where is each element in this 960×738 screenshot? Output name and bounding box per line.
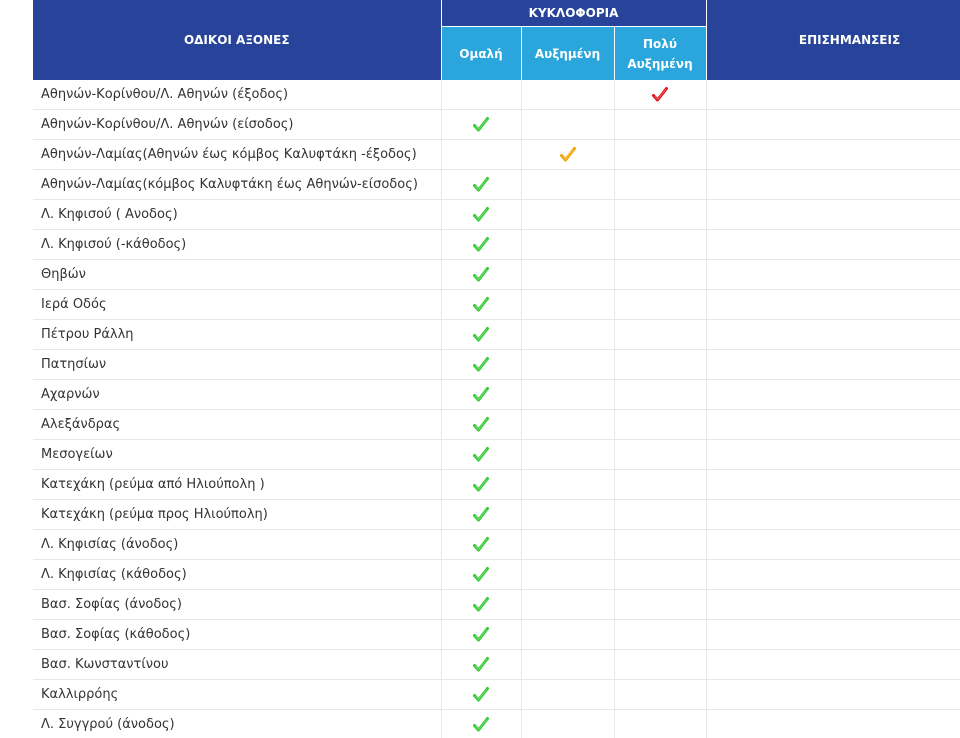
status-cell-normal	[441, 380, 521, 410]
status-cell-very-increased	[614, 620, 706, 650]
table-row	[33, 440, 960, 470]
status-cell-very-increased	[614, 440, 706, 470]
header-notes: ΕΠΙΣΗΜΑΝΣΕΙΣ	[706, 0, 960, 80]
status-cell-increased	[521, 410, 614, 440]
notes-cell	[706, 680, 960, 710]
notes-cell	[706, 410, 960, 440]
road-name: Μεσογείων	[33, 440, 441, 470]
notes-cell	[706, 290, 960, 320]
road-name: Λ. Κηφισού (-κάθοδος)	[33, 230, 441, 260]
table-row	[33, 560, 960, 590]
road-name: Αθηνών-Κορίνθου/Λ. Αθηνών (έξοδος)	[33, 80, 441, 110]
status-cell-increased	[521, 110, 614, 140]
header-status-very-increased: Πολύ Αυξημένη	[614, 27, 706, 81]
notes-cell	[706, 350, 960, 380]
status-cell-very-increased	[614, 230, 706, 260]
table-row	[33, 140, 960, 170]
header-status-increased: Αυξημένη	[521, 27, 614, 81]
check-green-icon	[472, 236, 490, 254]
check-green-icon	[472, 206, 490, 224]
status-cell-very-increased	[614, 110, 706, 140]
status-cell-increased	[521, 290, 614, 320]
status-cell-very-increased	[614, 590, 706, 620]
road-name: Λ. Κηφισίας (άνοδος)	[33, 530, 441, 560]
status-cell-normal	[441, 200, 521, 230]
road-name: Πέτρου Ράλλη	[33, 320, 441, 350]
notes-cell	[706, 170, 960, 200]
status-cell-normal	[441, 290, 521, 320]
notes-cell	[706, 110, 960, 140]
check-green-icon	[472, 296, 490, 314]
status-cell-very-increased	[614, 530, 706, 560]
status-cell-normal	[441, 590, 521, 620]
status-cell-normal	[441, 650, 521, 680]
road-name: Κατεχάκη (ρεύμα προς Ηλιούπολη)	[33, 500, 441, 530]
road-name: Βασ. Σοφίας (άνοδος)	[33, 590, 441, 620]
notes-cell	[706, 320, 960, 350]
check-green-icon	[472, 686, 490, 704]
table-row	[33, 380, 960, 410]
status-cell-increased	[521, 320, 614, 350]
notes-cell	[706, 560, 960, 590]
road-name: Ιερά Οδός	[33, 290, 441, 320]
table-row	[33, 260, 960, 290]
check-green-icon	[472, 386, 490, 404]
notes-cell	[706, 620, 960, 650]
notes-cell	[706, 710, 960, 738]
table-row	[33, 350, 960, 380]
status-cell-very-increased	[614, 350, 706, 380]
notes-cell	[706, 200, 960, 230]
table-row	[33, 650, 960, 680]
road-name: Αχαρνών	[33, 380, 441, 410]
table-row	[33, 110, 960, 140]
table-row	[33, 200, 960, 230]
road-name: Θηβών	[33, 260, 441, 290]
check-green-icon	[472, 176, 490, 194]
table-row	[33, 590, 960, 620]
notes-cell	[706, 380, 960, 410]
table-row	[33, 80, 960, 110]
status-cell-increased	[521, 80, 614, 110]
table-row	[33, 620, 960, 650]
road-name: Κατεχάκη (ρεύμα από Ηλιούπολη )	[33, 470, 441, 500]
road-name: Βασ. Σοφίας (κάθοδος)	[33, 620, 441, 650]
table-row	[33, 290, 960, 320]
notes-cell	[706, 530, 960, 560]
status-cell-increased	[521, 500, 614, 530]
status-cell-normal	[441, 140, 521, 170]
check-green-icon	[472, 476, 490, 494]
table-row	[33, 320, 960, 350]
check-green-icon	[472, 116, 490, 134]
notes-cell	[706, 650, 960, 680]
notes-cell	[706, 260, 960, 290]
status-cell-normal	[441, 230, 521, 260]
status-cell-normal	[441, 440, 521, 470]
check-orange-icon	[559, 146, 577, 164]
header-roads: ΟΔΙΚΟΙ ΑΞΟΝΕΣ	[33, 0, 441, 80]
road-name: Αθηνών-Λαμίας(Αθηνών έως κόμβος Καλυφτάκη -έξοδος)	[33, 140, 441, 170]
check-green-icon	[472, 626, 490, 644]
status-cell-normal	[441, 620, 521, 650]
status-cell-normal	[441, 530, 521, 560]
table-row	[33, 410, 960, 440]
header-status-normal: Ομαλή	[441, 27, 521, 81]
status-cell-very-increased	[614, 380, 706, 410]
road-name: Αθηνών-Κορίνθου/Λ. Αθηνών (είσοδος)	[33, 110, 441, 140]
check-green-icon	[472, 446, 490, 464]
road-name: Καλλιρρόης	[33, 680, 441, 710]
status-cell-increased	[521, 380, 614, 410]
status-cell-increased	[521, 230, 614, 260]
status-cell-very-increased	[614, 200, 706, 230]
road-name: Λ. Κηφισίας (κάθοδος)	[33, 560, 441, 590]
status-cell-normal	[441, 560, 521, 590]
status-cell-increased	[521, 560, 614, 590]
status-cell-increased	[521, 590, 614, 620]
road-name: Πατησίων	[33, 350, 441, 380]
status-cell-very-increased	[614, 320, 706, 350]
table-row	[33, 500, 960, 530]
table-body	[33, 80, 960, 738]
road-name: Αθηνών-Λαμίας(κόμβος Καλυφτάκη έως Αθηνών-είσοδος)	[33, 170, 441, 200]
status-cell-normal	[441, 170, 521, 200]
table-row	[33, 680, 960, 710]
table-row	[33, 230, 960, 260]
road-name: Βασ. Κωνσταντίνου	[33, 650, 441, 680]
status-cell-very-increased	[614, 260, 706, 290]
status-cell-very-increased	[614, 710, 706, 738]
notes-cell	[706, 230, 960, 260]
status-cell-increased	[521, 620, 614, 650]
status-cell-normal	[441, 410, 521, 440]
status-cell-normal	[441, 110, 521, 140]
status-cell-increased	[521, 650, 614, 680]
status-cell-very-increased	[614, 650, 706, 680]
status-cell-normal	[441, 80, 521, 110]
traffic-table	[33, 0, 960, 738]
status-cell-increased	[521, 200, 614, 230]
status-cell-very-increased	[614, 290, 706, 320]
table-row	[33, 470, 960, 500]
table-row	[33, 170, 960, 200]
table-row	[33, 710, 960, 738]
status-cell-normal	[441, 260, 521, 290]
notes-cell	[706, 500, 960, 530]
notes-cell	[706, 440, 960, 470]
table-row	[33, 530, 960, 560]
check-green-icon	[472, 656, 490, 674]
status-cell-very-increased	[614, 470, 706, 500]
check-red-icon	[651, 86, 669, 104]
check-green-icon	[472, 506, 490, 524]
status-cell-very-increased	[614, 410, 706, 440]
notes-cell	[706, 80, 960, 110]
status-cell-normal	[441, 710, 521, 738]
status-cell-normal	[441, 500, 521, 530]
check-green-icon	[472, 326, 490, 344]
table-header	[33, 0, 960, 80]
road-name: Λ. Συγγρού (άνοδος)	[33, 710, 441, 738]
status-cell-normal	[441, 680, 521, 710]
status-cell-increased	[521, 350, 614, 380]
status-cell-very-increased	[614, 170, 706, 200]
status-cell-increased	[521, 470, 614, 500]
road-name: Λ. Κηφισού ( Ανοδος)	[33, 200, 441, 230]
check-green-icon	[472, 356, 490, 374]
status-cell-normal	[441, 350, 521, 380]
header-traffic: ΚΥΚΛΟΦΟΡΙΑ	[441, 0, 706, 27]
status-cell-increased	[521, 170, 614, 200]
notes-cell	[706, 590, 960, 620]
check-green-icon	[472, 266, 490, 284]
road-name: Αλεξάνδρας	[33, 410, 441, 440]
status-cell-increased	[521, 260, 614, 290]
status-cell-very-increased	[614, 500, 706, 530]
check-green-icon	[472, 716, 490, 734]
status-cell-increased	[521, 680, 614, 710]
status-cell-normal	[441, 320, 521, 350]
check-green-icon	[472, 596, 490, 614]
notes-cell	[706, 470, 960, 500]
status-cell-very-increased	[614, 80, 706, 110]
status-cell-increased	[521, 530, 614, 560]
status-cell-very-increased	[614, 680, 706, 710]
notes-cell	[706, 140, 960, 170]
check-green-icon	[472, 536, 490, 554]
check-green-icon	[472, 566, 490, 584]
status-cell-increased	[521, 140, 614, 170]
status-cell-increased	[521, 440, 614, 470]
status-cell-increased	[521, 710, 614, 738]
check-green-icon	[472, 416, 490, 434]
status-cell-very-increased	[614, 560, 706, 590]
status-cell-normal	[441, 470, 521, 500]
status-cell-very-increased	[614, 140, 706, 170]
